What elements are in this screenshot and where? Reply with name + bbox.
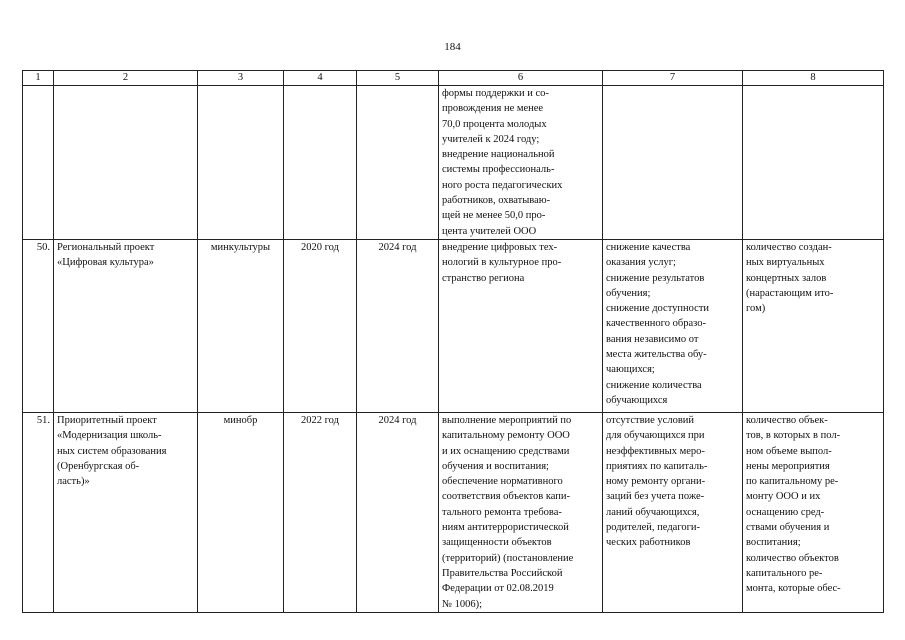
- consequences: снижение качества оказания услуг; снижение результатов обучения; снижение доступности качественного образо- вания независимо от места жительства обу- чающихся; снижение количества обучающихся: [603, 239, 743, 412]
- column-header-5: 5: [357, 71, 439, 86]
- column-header-8: 8: [743, 71, 884, 86]
- page-number: 184: [444, 41, 461, 53]
- executor: минобр: [198, 412, 284, 612]
- column-header-3: 3: [198, 71, 284, 86]
- row-number: [23, 86, 54, 240]
- executor: минкультуры: [198, 239, 284, 412]
- table-row-50: [23, 239, 884, 412]
- row-number: 51.: [23, 412, 54, 612]
- column-header-2: 2: [54, 71, 198, 86]
- indicator: [743, 86, 884, 240]
- project-name: Приоритетный проект «Модернизация школь- ных систем образования (Оренбургская об- ласть)»: [54, 412, 198, 612]
- column-header-7: 7: [603, 71, 743, 86]
- row-number: 50.: [23, 239, 54, 412]
- end-year: [357, 86, 439, 240]
- consequences: отсутствие условий для обучающихся при неэффективных меро- приятиях по капиталь- ному ремонту органи- заций без учета поже- ланий обучающихся, родителей, педагоги- ческих работников: [603, 412, 743, 612]
- start-year: [284, 86, 357, 240]
- end-year: 2024 год: [357, 412, 439, 612]
- project-name: Региональный проект «Цифровая культура»: [54, 239, 198, 412]
- end-year: 2024 год: [357, 239, 439, 412]
- column-header-1: 1: [23, 71, 54, 86]
- document-table: [22, 70, 884, 613]
- column-header-4: 4: [284, 71, 357, 86]
- indicator: количество создан- ных виртуальных концертных залов (нарастающим ито- гом): [743, 239, 884, 412]
- column-number-row: [23, 71, 884, 86]
- column-header-6: 6: [439, 71, 603, 86]
- start-year: 2022 год: [284, 412, 357, 612]
- start-year: 2020 год: [284, 239, 357, 412]
- expected-result: выполнение мероприятий по капитальному ремонту ООО и их оснащению средствами обучения и воспитания; обеспечение нормативного соответствия объектов капи- тального ремонта требова- ниям антитеррористической защищенности объектов (территорий) (постановление Правительства Российской Федерации от 02.08.2019 № 1006);: [439, 412, 603, 612]
- expected-result: внедрение цифровых тех- нологий в культурное про- странство региона: [439, 239, 603, 412]
- executor: [198, 86, 284, 240]
- project-name: [54, 86, 198, 240]
- expected-result: формы поддержки и со- провождения не менее 70,0 процента молодых учителей к 2024 году; внедрение национальной системы профессиональ- ного роста педагогических работников, охватываю- щей не менее 50,0 про- цента учителей ООО: [439, 86, 603, 240]
- table-row-51: [23, 412, 884, 612]
- indicator: количество объек- тов, в которых в пол- ном объеме выпол- нены мероприятия по капитальному ре- монту ООО и их оснащению сред- ствами обучения и воспитания; количество объектов капитального ре- монта, которые обес-: [743, 412, 884, 612]
- consequences: [603, 86, 743, 240]
- table-row-continuation: [23, 86, 884, 240]
